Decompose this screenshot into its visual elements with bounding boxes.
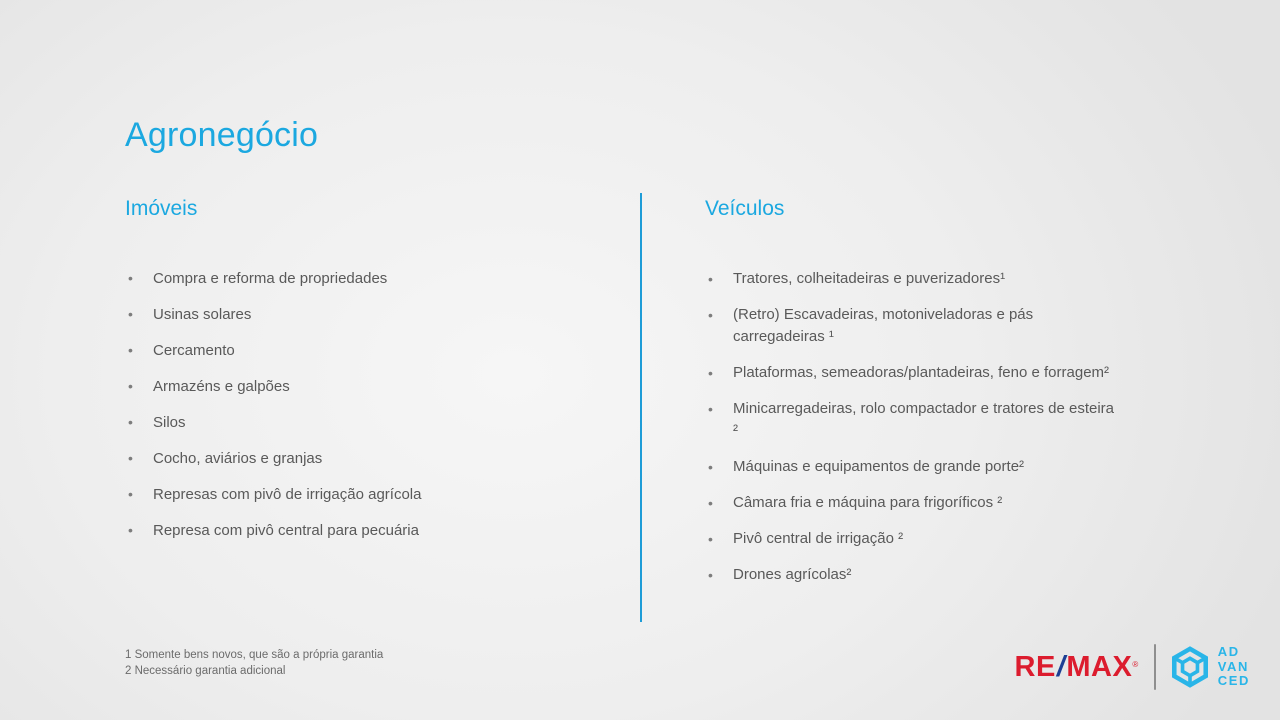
list-item-text: Plataformas, semeadoras/plantadeiras, feno e forragem² [733,364,1110,381]
advanced-line-1: AD [1217,644,1240,660]
remax-logo [1015,652,1139,682]
advanced-line-2: VAN [1217,658,1250,674]
bullet-icon: • [708,459,713,475]
bullet-icon: • [708,401,713,417]
list-item-text: Cocho, aviários e granjas [153,450,323,467]
remax-re-text: RE [1014,651,1056,683]
hex-cube-icon [1170,644,1210,690]
list-item [705,398,1117,442]
bullet-icon: • [128,450,133,466]
list-item [705,456,1117,478]
list-item-text: Represa com pivô central para pecuária [153,522,419,539]
list-item [125,412,615,433]
bullet-icon: • [128,270,133,286]
registered-trademark-icon: ® [1132,660,1139,669]
bullet-icon: • [128,414,133,430]
advanced-logo [1170,644,1250,690]
logo-divider-line [1154,644,1156,690]
list-item-text: Armazéns e galpões [153,378,290,395]
footnotes [125,648,383,679]
footnote-1: 1 Somente bens novos, que são a própria garantia [125,649,384,661]
list-item [705,268,1117,290]
bullet-icon: • [708,307,713,323]
list-item-text: Represas com pivô de irrigação agrícola [153,486,422,503]
list-item [125,268,615,289]
brand-logos [1015,640,1250,694]
list-item-text: Cercamento [153,342,235,359]
list-item [125,484,615,505]
bullet-icon: • [128,378,133,394]
advanced-line-3: CED [1217,673,1250,689]
bullet-icon: • [128,486,133,502]
bullet-icon: • [128,306,133,322]
list-item [125,520,615,541]
bullet-icon: • [708,495,713,511]
left-column-heading: Imóveis [125,197,198,220]
list-item [705,528,1117,550]
bullet-icon: • [708,271,713,287]
right-bullet-list [705,268,1117,586]
list-item [125,340,615,361]
list-item-text: Câmara fria e máquina para frigoríficos ² [733,494,1003,511]
advanced-wordmark [1218,645,1250,689]
list-item [125,448,615,469]
list-item [705,304,1117,348]
list-item-text: Usinas solares [153,306,252,323]
list-item-text: Drones agrícolas² [733,566,852,583]
list-item [125,304,615,325]
bullet-icon: • [128,522,133,538]
list-item-text: Silos [153,414,186,431]
left-bullet-list [125,268,615,541]
left-column-imoveis [125,196,615,556]
right-column-heading: Veículos [705,197,785,220]
column-divider-line [640,193,642,622]
list-item-text: Máquinas e equipamentos de grande porte² [733,458,1025,475]
list-item [705,362,1117,384]
list-item-text: Minicarregadeiras, rolo compactador e tratores de esteira ² [733,400,1115,439]
list-item-text: Tratores, colheitadeiras e puverizadores¹ [733,270,1006,287]
list-item-text: Compra e reforma de propriedades [153,270,388,287]
list-item-text: Pivô central de irrigação ² [733,530,904,547]
list-item-text: (Retro) Escavadeiras, motoniveladoras e pás carregadeiras ¹ [733,306,1034,345]
bullet-icon: • [708,567,713,583]
list-item [705,492,1117,514]
footnote-2: 2 Necessário garantia adicional [125,664,286,677]
right-column-veiculos [705,196,1117,600]
remax-max-text: MAX [1066,651,1133,683]
bullet-icon: • [708,365,713,381]
bullet-icon: • [128,342,133,358]
page-title: Agronegócio [125,116,319,154]
remax-slash: / [1056,651,1066,683]
list-item [125,376,615,397]
list-item [705,564,1117,586]
bullet-icon: • [708,531,713,547]
